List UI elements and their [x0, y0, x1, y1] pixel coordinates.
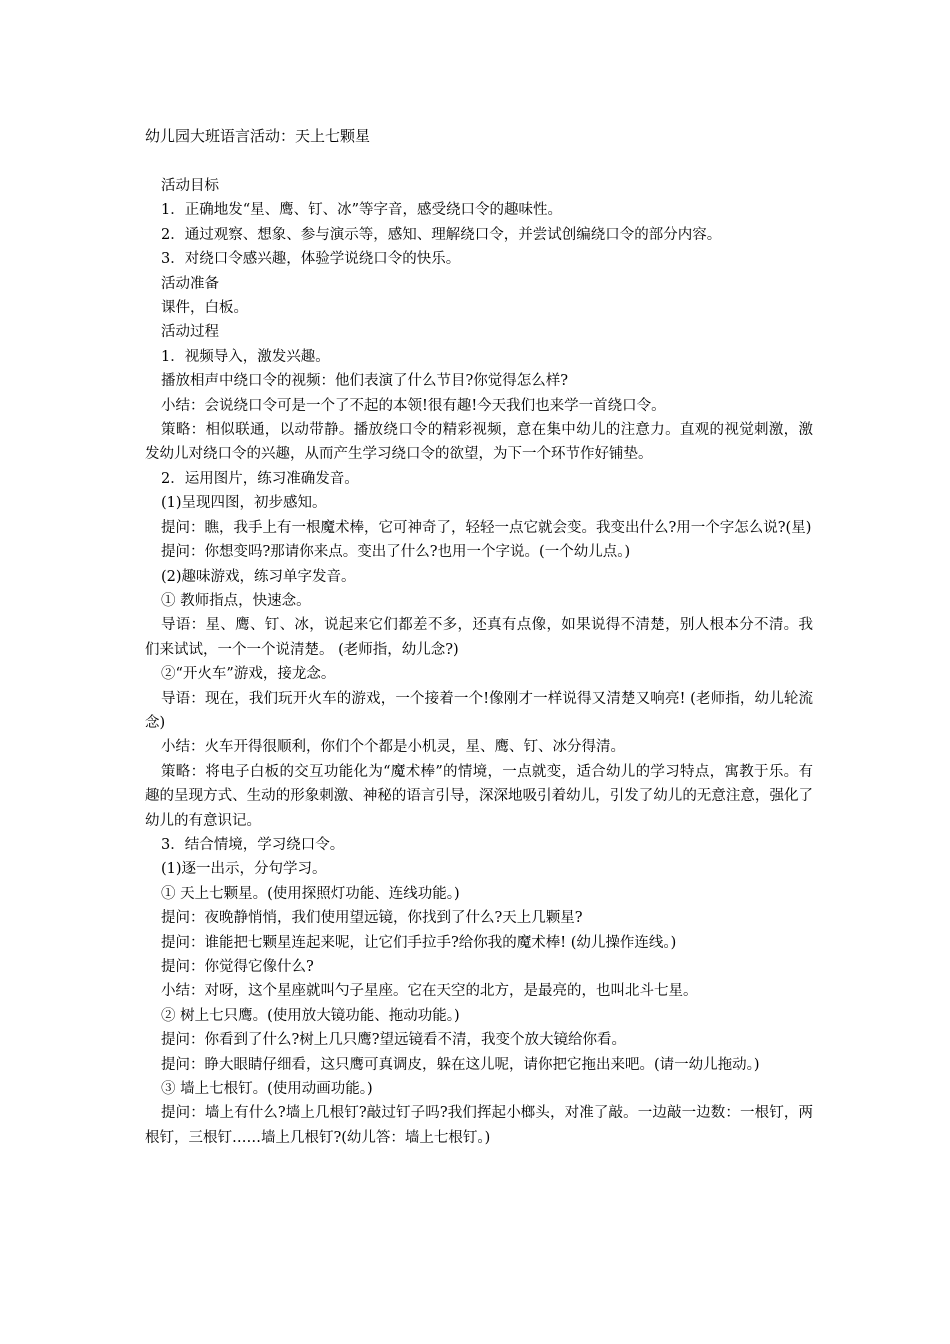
paragraph: 1．正确地发“星、鹰、钉、冰”等字音，感受绕口令的趣味性。: [161, 202, 563, 219]
paragraph: 提问：墙上有什么?墙上几根钉?敲过钉子吗?我们挥起小榔头，对准了敲。一边敲一边数：一根钉，两根钉，三根钉……墙上几根钉?(幼儿答：墙上七根钉。): [145, 1105, 813, 1146]
paragraph: 提问：瞧，我手上有一根魔术棒，它可神奇了，轻轻一点它就会变。我变出什么?用一个字怎么说?(星): [161, 519, 812, 536]
paragraph: (1)逐一出示，分句学习。: [161, 861, 327, 878]
paragraph: 2．运用图片，练习准确发音。: [161, 470, 359, 487]
paragraph: 提问：夜晚静悄悄，我们使用望远镜，你找到了什么?天上几颗星?: [161, 910, 583, 927]
paragraph: 小结：火车开得很顺利，你们个个都是小机灵，星、鹰、钉、冰分得清。: [161, 739, 625, 756]
paragraph: 3．对绕口令感兴趣，体验学说绕口令的快乐。: [161, 251, 461, 268]
paragraph: (1)呈现四图，初步感知。: [161, 495, 327, 512]
paragraph: 策略：将电子白板的交互功能化为“魔术棒”的情境，一点就变，适合幼儿的学习特点，寓教于乐。有趣的呈现方式、生动的形象刺激、神秘的语言引导，深深地吸引着幼儿，引发了幼儿的无意注意，强化了幼儿的有意识记。: [145, 763, 813, 829]
paragraph: 导语：现在，我们玩开火车的游戏，一个接着一个!像刚才一样说得又清楚又响亮! (老师指，幼儿轮流念): [145, 690, 813, 731]
paragraph: 活动目标: [161, 178, 219, 194]
paragraph: ② 树上七只鹰。(使用放大镜功能、拖动功能。): [161, 1007, 460, 1024]
paragraph: 活动过程: [161, 324, 219, 341]
paragraph: 3．结合情境，学习绕口令。: [161, 836, 345, 853]
paragraph: 提问：你想变吗?那请你来点。变出了什么?也用一个字说。(一个幼儿点。): [161, 544, 631, 561]
paragraph: 播放相声中绕口令的视频：他们表演了什么节目?你觉得怎么样?: [161, 373, 569, 390]
document-page: [145, 124, 813, 1150]
paragraph: 小结：对呀，这个星座就叫勺子星座。它在天空的北方，是最亮的，也叫北斗七星。: [161, 983, 698, 1000]
paragraph: 策略：相似联通，以动带静。播放绕口令的精彩视频，意在集中幼儿的注意力。直观的视觉刺激，激发幼儿对绕口令的兴趣，从而产生学习绕口令的欲望，为下一个环节作好铺垫。: [145, 422, 813, 463]
paragraph: (2)趣味游戏，练习单字发音。: [161, 568, 356, 585]
paragraph: 提问：你看到了什么?树上几只鹰?望远镜看不清，我变个放大镜给你看。: [161, 1032, 627, 1049]
paragraph: 小结：会说绕口令可是一个了不起的本领!很有趣!今天我们也来学一首绕口令。: [161, 397, 666, 414]
paragraph: 1．视频导入，激发兴趣。: [161, 348, 330, 365]
document-title: 幼儿园大班语言活动：天上七颗星: [145, 127, 371, 145]
paragraph: ②“开火车”游戏，接龙念。: [161, 666, 336, 683]
document-body: [145, 174, 813, 1150]
paragraph: 提问：谁能把七颗星连起来呢，让它们手拉手?给你我的魔术棒! (幼儿操作连线。): [161, 934, 677, 951]
paragraph: ① 天上七颗星。(使用探照灯功能、连线功能。): [161, 885, 460, 902]
paragraph: 提问：你觉得它像什么?: [161, 959, 314, 975]
paragraph: 课件，白板。: [161, 300, 248, 317]
paragraph: ① 教师指点，快速念。: [161, 592, 311, 609]
paragraph: 导语：星、鹰、钉、冰，说起来它们都差不多，还真有点像，如果说得不清楚，别人根本分不清。我们来试试，一个一个说清楚。 (老师指，幼儿念?): [145, 617, 813, 658]
paragraph: 2．通过观察、想象、参与演示等，感知、理解绕口令，并尝试创编绕口令的部分内容。: [161, 226, 722, 243]
paragraph: ③ 墙上七根钉。(使用动画功能。): [161, 1081, 373, 1098]
paragraph: 活动准备: [161, 275, 219, 292]
paragraph: 提问：睁大眼睛仔细看，这只鹰可真调皮，躲在这儿呢，请你把它拖出来吧。(请一幼儿拖动。): [161, 1056, 760, 1073]
